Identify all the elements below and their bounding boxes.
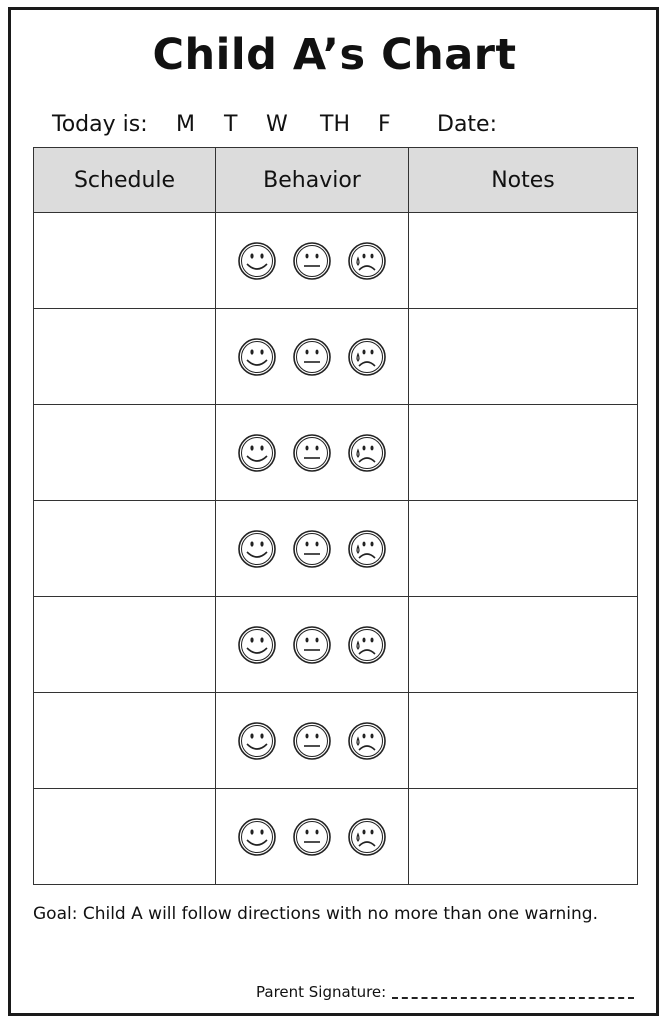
sad-face-icon[interactable] — [347, 433, 387, 473]
table-header-row — [34, 148, 638, 213]
table-row — [34, 693, 638, 789]
notes-cell[interactable] — [409, 309, 638, 405]
day-w: W — [266, 112, 288, 137]
table-row — [34, 597, 638, 693]
smiley-face-icon[interactable] — [237, 817, 277, 857]
schedule-cell[interactable] — [34, 597, 216, 693]
smiley-face-icon[interactable] — [237, 337, 277, 377]
schedule-cell[interactable] — [34, 309, 216, 405]
smiley-face-icon[interactable] — [237, 721, 277, 761]
header-notes: Notes — [409, 148, 638, 213]
behavior-cell — [216, 693, 409, 789]
day-m: M — [176, 112, 195, 137]
behavior-cell — [216, 213, 409, 309]
signature-label: Parent Signature: — [256, 983, 387, 1001]
neutral-face-icon[interactable] — [292, 337, 332, 377]
neutral-face-icon[interactable] — [292, 433, 332, 473]
page-title: Child A’s Chart — [152, 30, 517, 80]
smiley-face-icon[interactable] — [237, 241, 277, 281]
smiley-face-icon[interactable] — [237, 625, 277, 665]
neutral-face-icon[interactable] — [292, 529, 332, 569]
neutral-face-icon[interactable] — [292, 721, 332, 761]
table-row — [34, 789, 638, 885]
schedule-cell[interactable] — [34, 213, 216, 309]
table-row — [34, 309, 638, 405]
behavior-chart-table — [33, 147, 638, 885]
table-row — [34, 501, 638, 597]
sad-face-icon[interactable] — [347, 817, 387, 857]
day-th: TH — [320, 112, 350, 137]
sad-face-icon[interactable] — [347, 337, 387, 377]
behavior-cell — [216, 405, 409, 501]
neutral-face-icon[interactable] — [292, 241, 332, 281]
schedule-cell[interactable] — [34, 789, 216, 885]
day-t: T — [224, 112, 238, 137]
day-f: F — [378, 112, 391, 137]
sad-face-icon[interactable] — [347, 241, 387, 281]
parent-signature — [256, 983, 634, 1001]
neutral-face-icon[interactable] — [292, 625, 332, 665]
header-behavior: Behavior — [216, 148, 409, 213]
notes-cell[interactable] — [409, 693, 638, 789]
notes-cell[interactable] — [409, 501, 638, 597]
behavior-cell — [216, 501, 409, 597]
signature-line[interactable] — [392, 997, 634, 999]
sad-face-icon[interactable] — [347, 625, 387, 665]
notes-cell[interactable] — [409, 405, 638, 501]
header-schedule: Schedule — [34, 148, 216, 213]
schedule-cell[interactable] — [34, 501, 216, 597]
schedule-cell[interactable] — [34, 405, 216, 501]
sad-face-icon[interactable] — [347, 529, 387, 569]
neutral-face-icon[interactable] — [292, 817, 332, 857]
today-label: Today is: — [52, 112, 148, 137]
table-row — [34, 405, 638, 501]
schedule-cell[interactable] — [34, 693, 216, 789]
notes-cell[interactable] — [409, 789, 638, 885]
smiley-face-icon[interactable] — [237, 433, 277, 473]
table-row — [34, 213, 638, 309]
sad-face-icon[interactable] — [347, 721, 387, 761]
smiley-face-icon[interactable] — [237, 529, 277, 569]
notes-cell[interactable] — [409, 213, 638, 309]
behavior-cell — [216, 789, 409, 885]
date-label: Date: — [437, 112, 497, 137]
notes-cell[interactable] — [409, 597, 638, 693]
behavior-cell — [216, 597, 409, 693]
goal-text: Goal: Child A will follow directions with no more than one warning. — [33, 904, 598, 924]
behavior-cell — [216, 309, 409, 405]
